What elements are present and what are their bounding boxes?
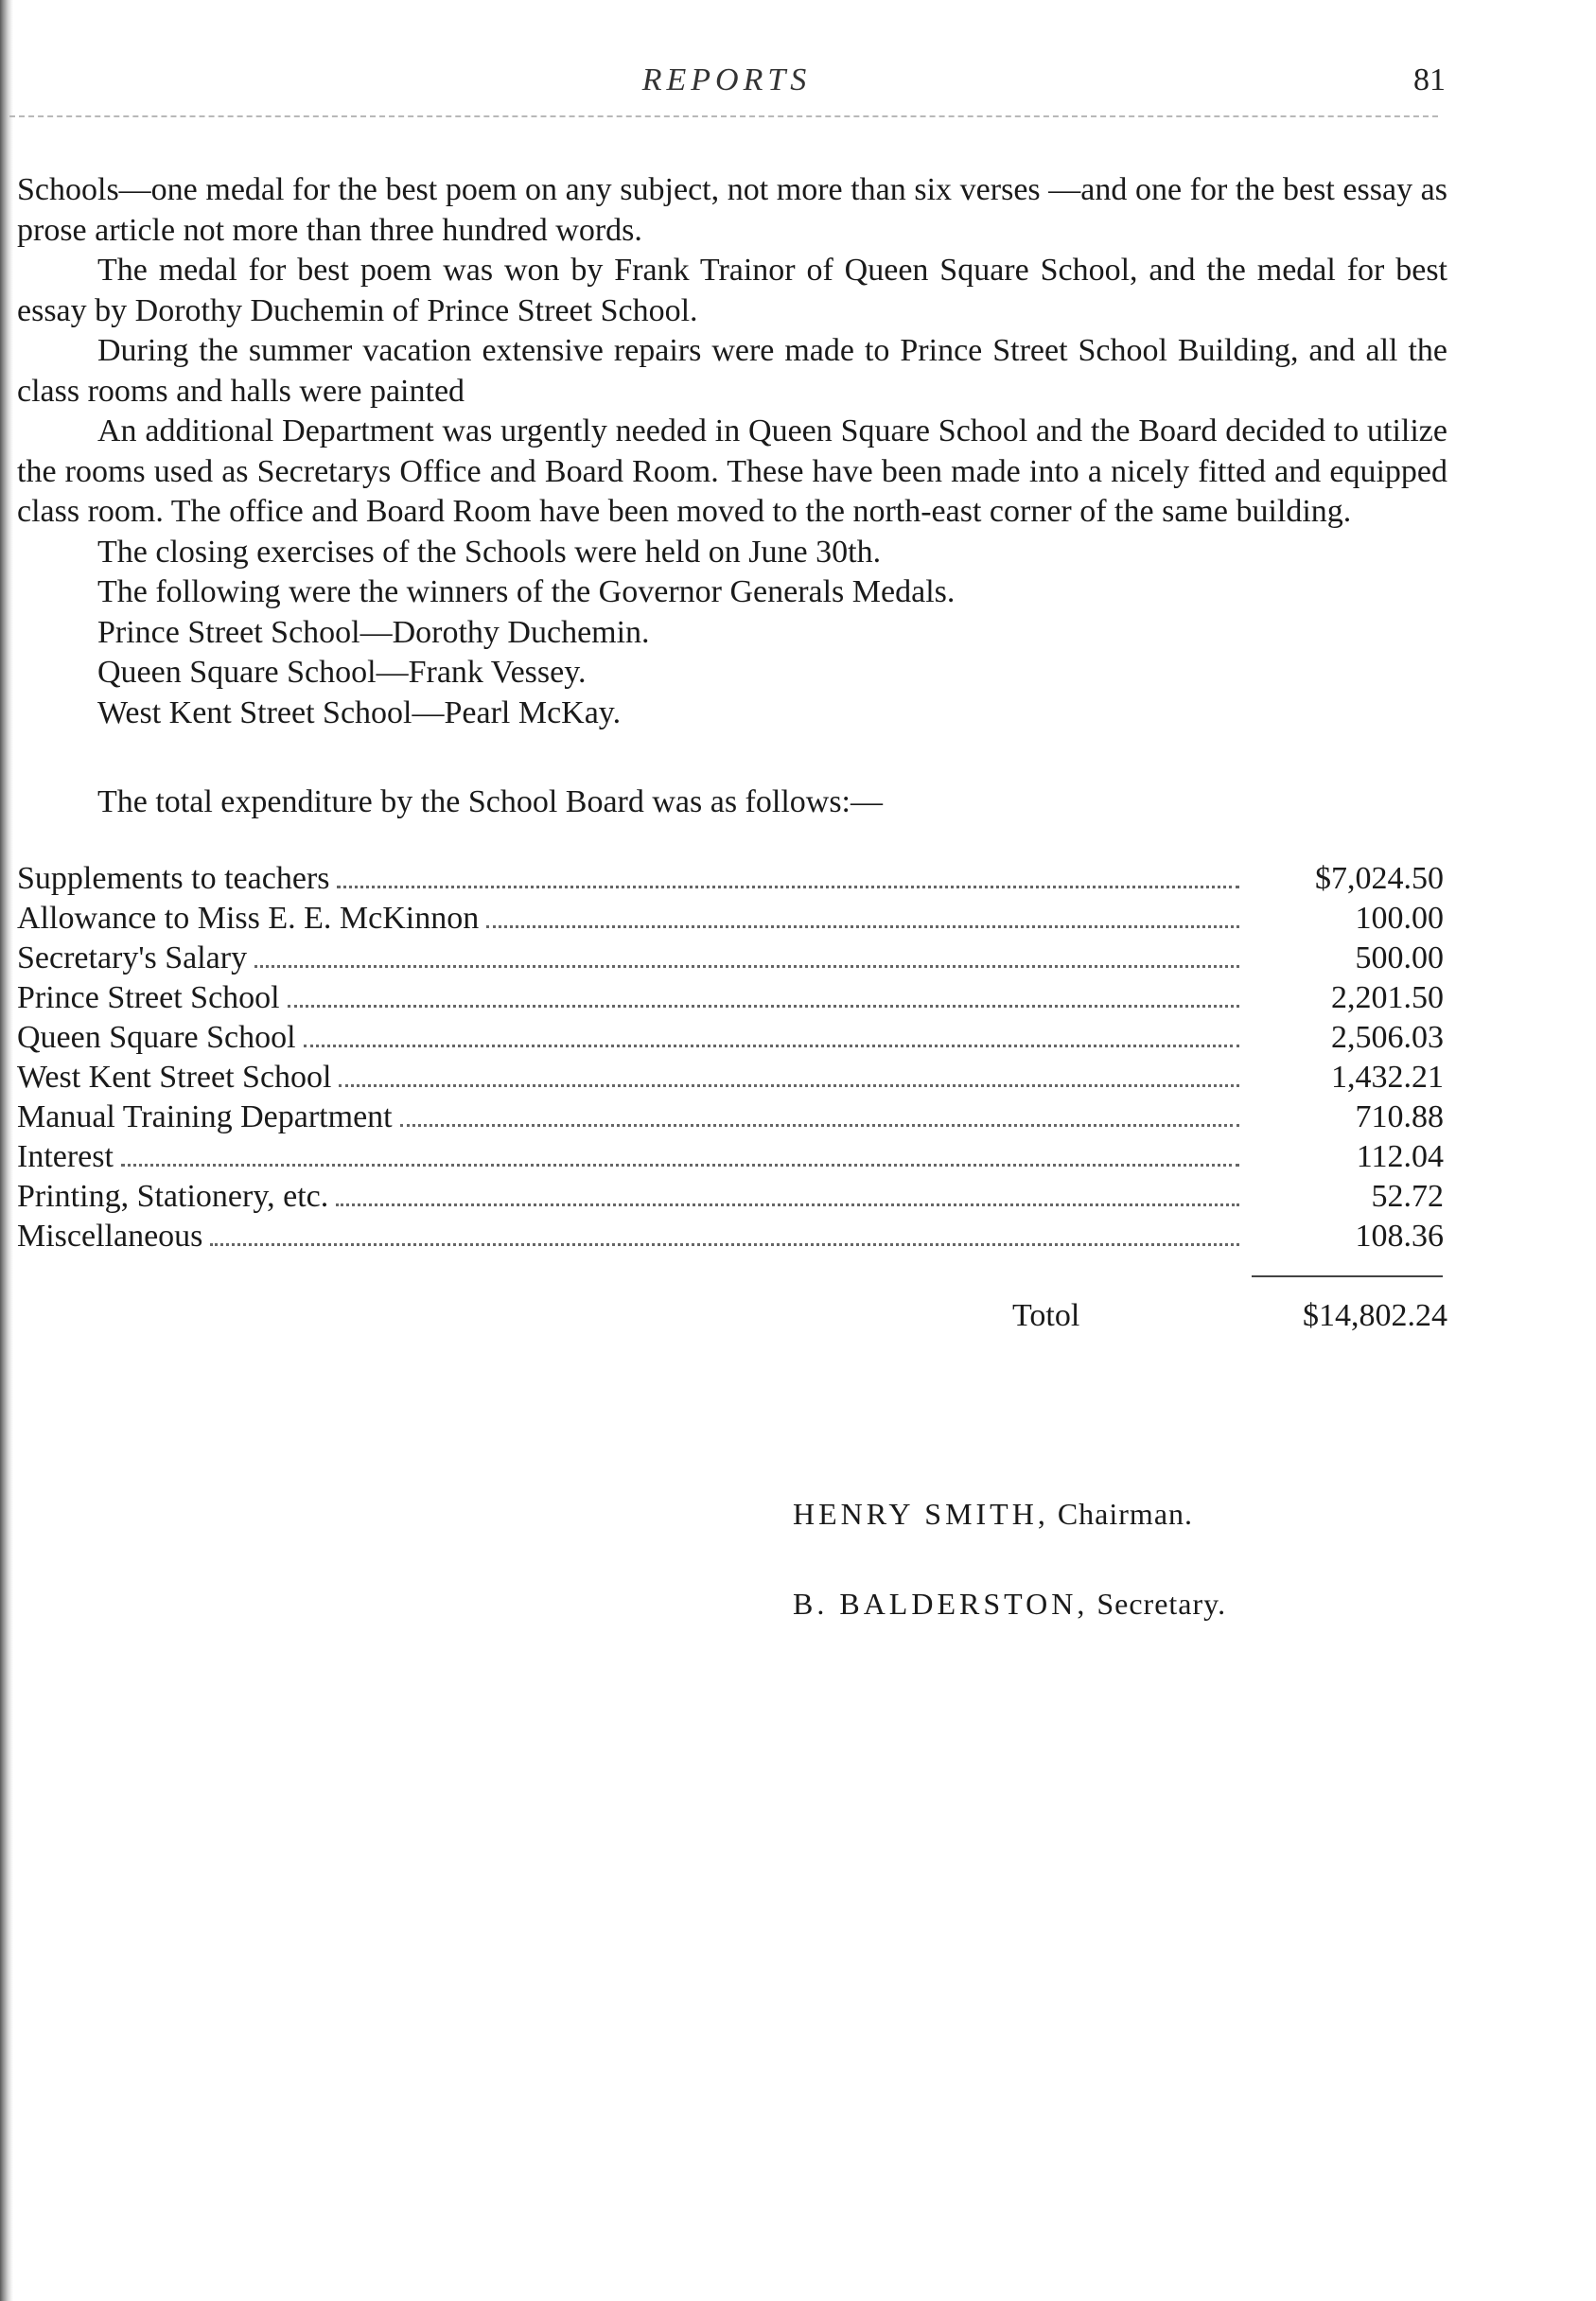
total-label: Totol xyxy=(1012,1297,1080,1333)
expenditure-amount: 1,432.21 xyxy=(1331,1059,1444,1095)
winners-list xyxy=(17,613,1447,734)
winners-intro: The following were the winners of the Governor Generals Medals. xyxy=(97,574,956,609)
expenditure-amount: $7,024.50 xyxy=(1315,860,1444,896)
dot-leader xyxy=(339,1084,1239,1087)
signature-name: B. BALDERSTON, xyxy=(793,1587,1089,1621)
expenditure-intro: The total expenditure by the School Board was as follows:— xyxy=(97,784,883,819)
expenditure-row xyxy=(17,1217,1444,1256)
dot-leader xyxy=(210,1243,1239,1246)
expenditure-row xyxy=(17,859,1444,899)
expenditure-amount: 2,506.03 xyxy=(1331,1019,1444,1055)
dot-leader xyxy=(121,1164,1239,1167)
expenditure-amount: 500.00 xyxy=(1355,940,1444,975)
page-number: 81 xyxy=(1413,62,1446,97)
paragraph-additional-department: An additional Department was urgently needed in Queen Square School and the Board decided to utilize the rooms used as Secretarys Office and Board Room. These have been made into a nicely fitted and equipped class room. The office and Board Room have been moved to the north-east corner of the same building. xyxy=(17,413,1447,529)
expenditure-amount: 112.04 xyxy=(1356,1138,1444,1174)
expenditure-amount: 100.00 xyxy=(1355,900,1444,936)
expenditure-row xyxy=(17,1137,1444,1177)
total-rule xyxy=(1252,1275,1443,1277)
expenditure-label: Secretary's Salary xyxy=(17,940,248,975)
winner-line: Prince Street School—Dorothy Duchemin. xyxy=(97,614,650,650)
signature-secretary xyxy=(793,1587,1226,1622)
expenditure-amount: 108.36 xyxy=(1355,1218,1444,1254)
expenditure-label: Interest xyxy=(17,1138,114,1174)
expenditure-row xyxy=(17,939,1444,978)
dot-leader xyxy=(254,965,1239,968)
expenditure-label: Printing, Stationery, etc. xyxy=(17,1178,329,1214)
expenditure-amount: 2,201.50 xyxy=(1331,979,1444,1015)
paragraph-closing-exercises: The closing exercises of the Schools were held on June 30th. xyxy=(97,534,882,570)
expenditure-row xyxy=(17,899,1444,939)
expenditure-label: Allowance to Miss E. E. McKinnon xyxy=(17,900,480,936)
report-body xyxy=(17,170,1447,1344)
dot-leader xyxy=(288,1005,1239,1008)
winner-line: West Kent Street School—Pearl McKay. xyxy=(97,694,622,730)
expenditure-label: Manual Training Department xyxy=(17,1098,393,1134)
running-head: REPORTS xyxy=(641,62,812,97)
paragraph-medal-winners: The medal for best poem was won by Frank Trainor of Queen Square School, and the medal for best essay by Dorothy Duchemin of Prince Street School. xyxy=(17,253,1447,328)
dot-leader xyxy=(337,886,1239,888)
signature-name: HENRY SMITH, xyxy=(793,1497,1049,1531)
paragraph-repairs: During the summer vacation extensive repairs were made to Prince Street School Building, and all the class rooms and halls were painted xyxy=(17,333,1447,409)
expenditure-amount: 52.72 xyxy=(1371,1178,1444,1214)
dot-leader xyxy=(304,1045,1239,1047)
expenditure-label: West Kent Street School xyxy=(17,1059,332,1095)
signature-title: Chairman. xyxy=(1057,1497,1194,1531)
page-edge-shadow xyxy=(0,0,13,2301)
paragraph-medals: Schools—one medal for the best poem on any subject, not more than six verses —and one for the best essay as prose article not more than three hundred words. xyxy=(17,172,1447,248)
header-rule xyxy=(9,115,1438,117)
expenditure-label: Queen Square School xyxy=(17,1019,296,1055)
expenditure-table xyxy=(17,859,1444,1256)
expenditure-amount: 710.88 xyxy=(1355,1098,1444,1134)
expenditure-row xyxy=(17,1058,1444,1098)
expenditure-row xyxy=(17,1177,1444,1217)
signature-chairman xyxy=(793,1497,1193,1532)
dot-leader xyxy=(336,1203,1239,1206)
expenditure-label: Miscellaneous xyxy=(17,1218,203,1254)
expenditure-label: Prince Street School xyxy=(17,979,280,1015)
expenditure-row xyxy=(17,1098,1444,1137)
signature-title: Secretary. xyxy=(1096,1587,1227,1621)
expenditure-row xyxy=(17,1018,1444,1058)
dot-leader xyxy=(400,1124,1239,1127)
page-header xyxy=(17,62,1446,115)
winner-line: Queen Square School—Frank Vessey. xyxy=(97,655,587,690)
dot-leader xyxy=(486,925,1239,928)
expenditure-label: Supplements to teachers xyxy=(17,860,330,896)
total-row xyxy=(17,1287,1447,1344)
total-amount: $14,802.24 xyxy=(1303,1297,1447,1333)
expenditure-row xyxy=(17,978,1444,1018)
